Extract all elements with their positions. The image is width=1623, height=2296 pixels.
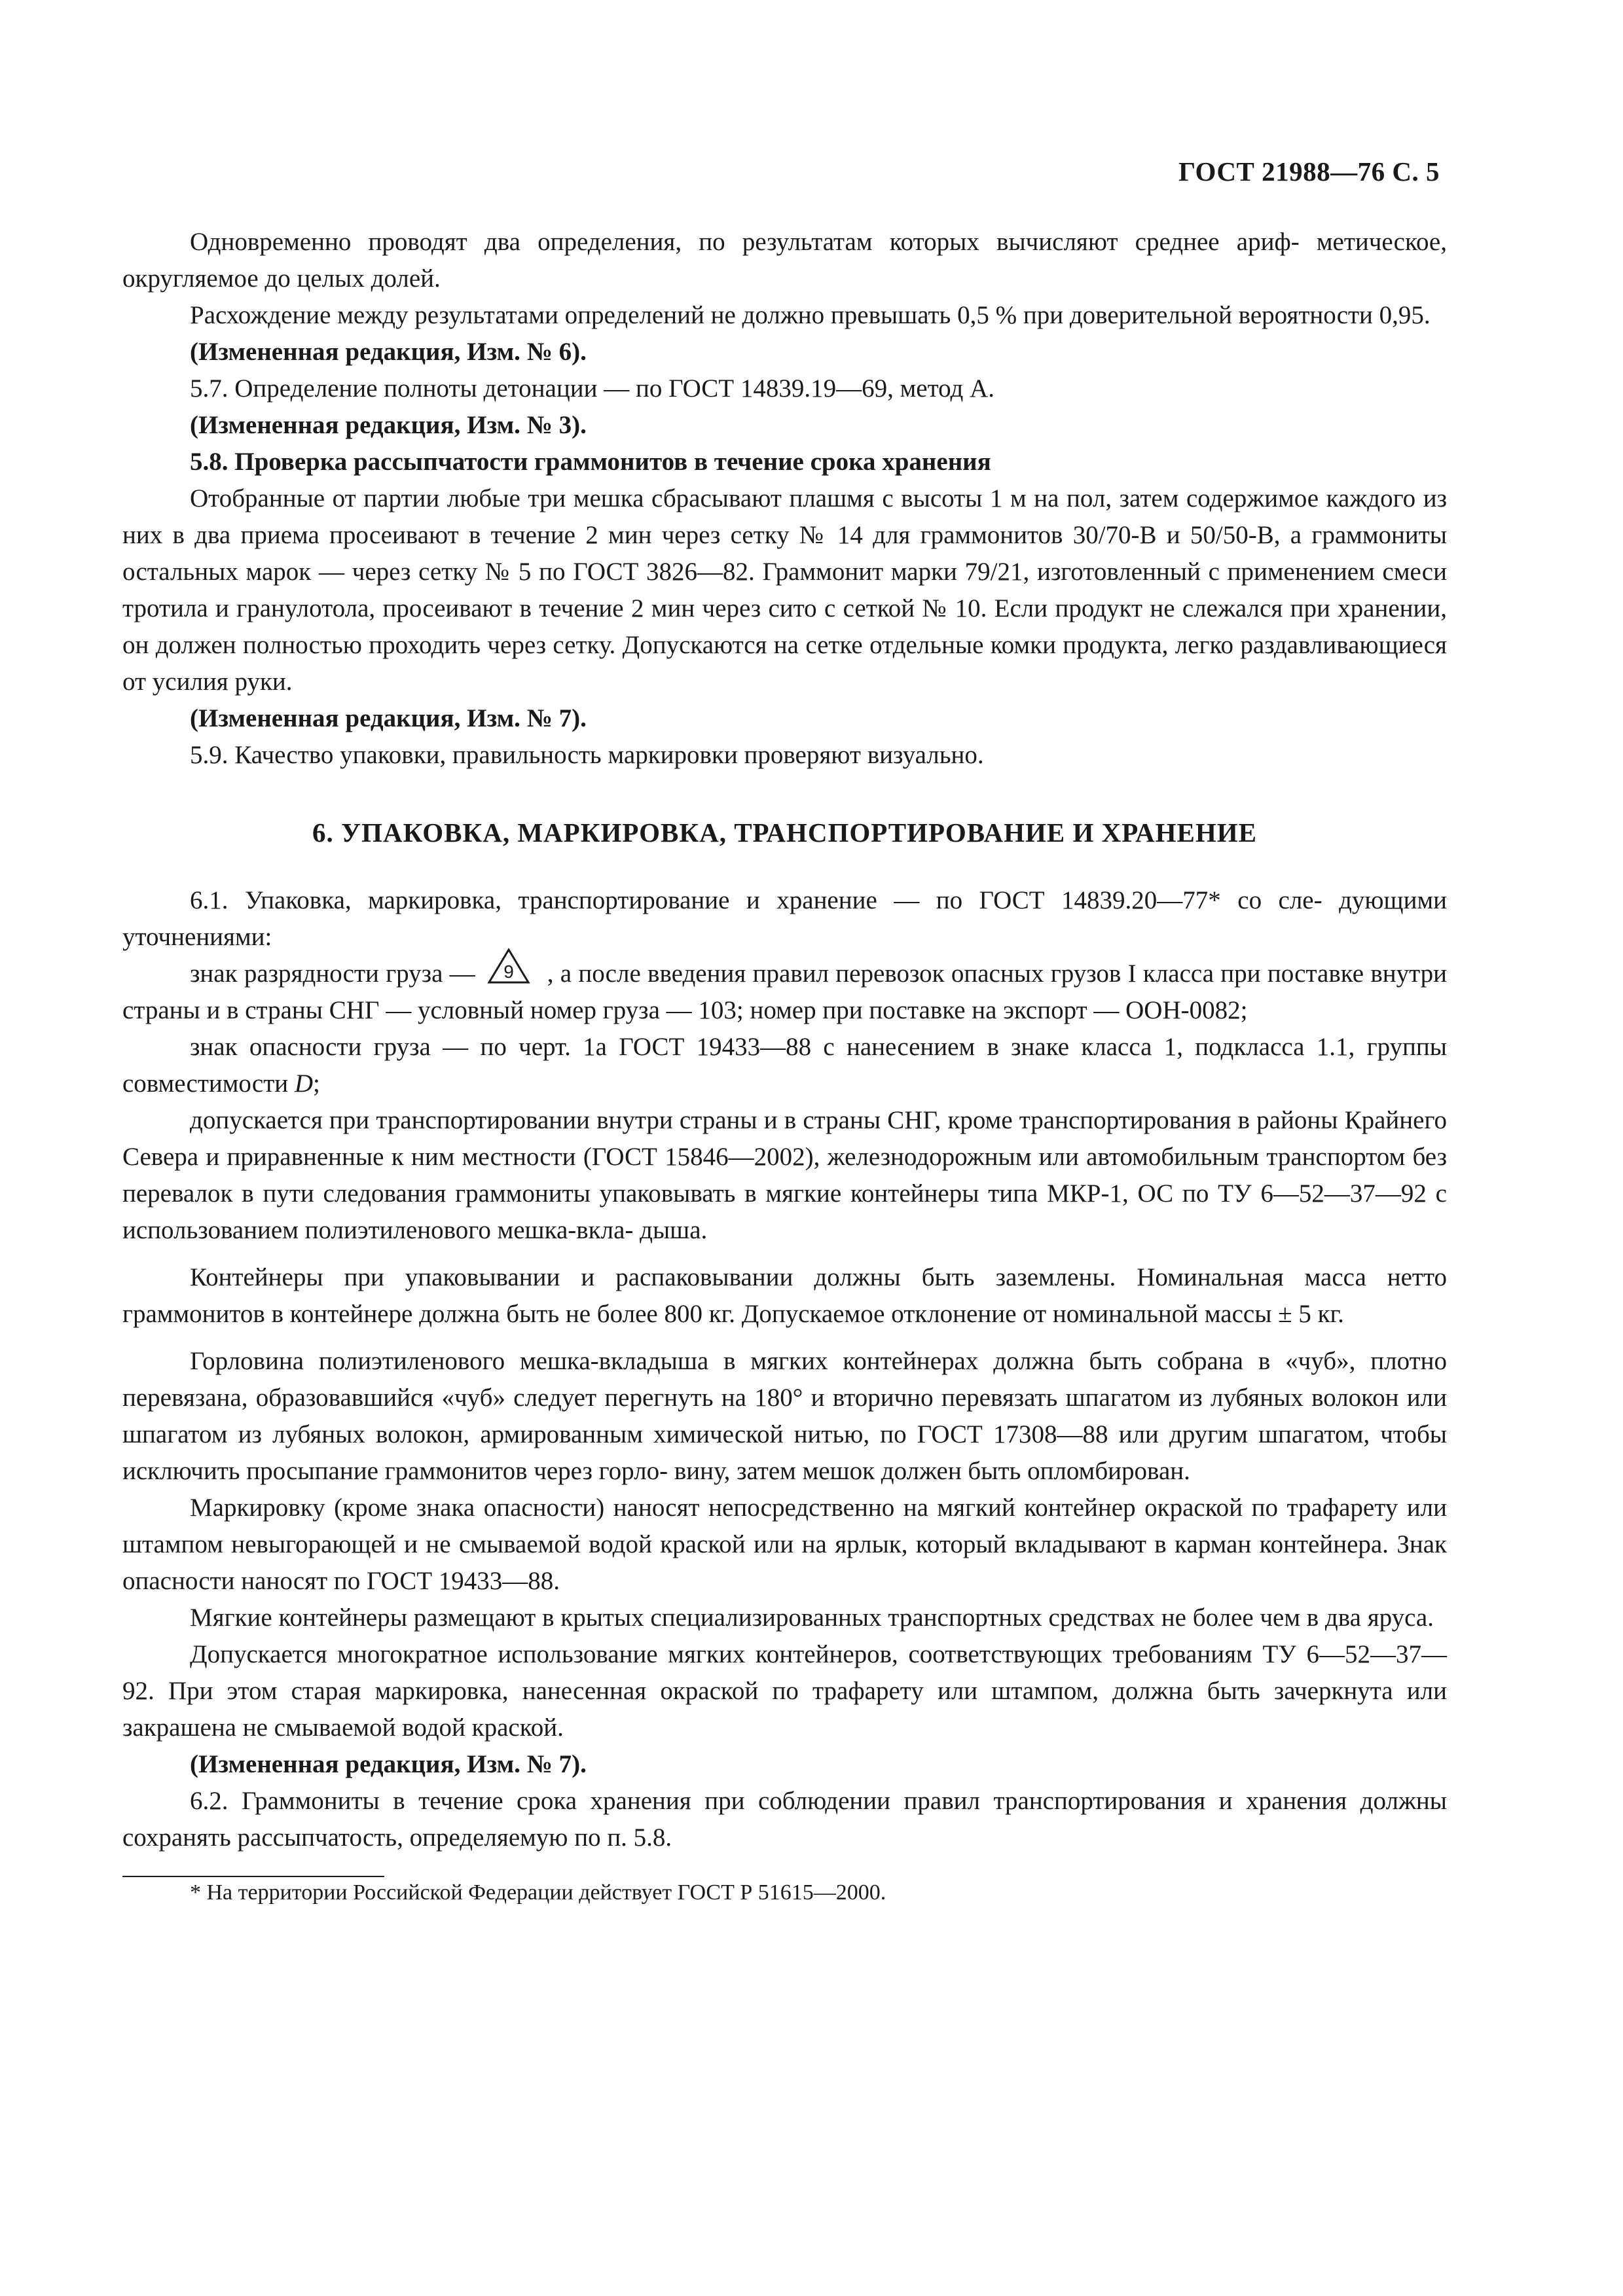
cargo-sign-text: , а после введения правил перевозок опасных грузов I класса при поставке внутри страны и в страны СНГ — условный номер груза — 103; номер при поставке на экспорт — ООН-0082; [122,960,1447,1024]
clause-6-2: 6.2. Граммониты в течение срока хранения при соблюдении правил транспортирования и хранения должны сохранять рассыпчатость, определяемую по п. 5.8. [122,1787,1447,1852]
hazard-class-triangle-icon [487,948,530,984]
amendment-note: (Измененная редакция, Изм. № 7). [190,1750,587,1778]
hazard-sign-text: знак опасности груза — по черт. 1а ГОСТ 19433—88 с нанесением в знаке класса 1, подкласса 1.1, группы совместимости [122,1033,1447,1098]
amendment-note: (Измененная редакция, Изм. № 6). [190,338,587,366]
clause-6-1: 6.1. Упаковка, маркировка, транспортирование и хранение — по ГОСТ 14839.20—77* со сле- дующими уточнениями: [122,886,1447,951]
page-header: ГОСТ 21988—76 С. 5 [1178,156,1440,187]
paragraph-reuse: Допускается многократное использование мягких контейнеров, соответствующих требованиям ТУ 6—52—37—92. При этом старая маркировка, нанесенная окраской по трафарету или штампом, должна быть зачеркнута или закрашена не смываемой водой краской. [122,1640,1447,1742]
footnote: * На территории Российской Федерации действует ГОСТ Р 51615—2000. [190,1880,886,1905]
clause-5-9: 5.9. Качество упаковки, правильность маркировки проверяют визуально. [190,741,984,769]
paragraph-marking: Маркировку (кроме знака опасности) наносят непосредственно на мягкий контейнер окраской по трафарету или штампом невыгорающей и не смываемой водой краской или на ярлык, который вкладывают в карман контейнера. Знак опасности наносят по ГОСТ 19433—88. [122,1494,1447,1595]
amendment-note: (Измененная редакция, Изм. № 3). [190,411,587,439]
hazard-sign-end: ; [313,1069,320,1098]
paragraph-soft-containers: допускается при транспортировании внутри страны и в страны СНГ, кроме транспортирования в районы Крайнего Севера и приравненные к ним местности (ГОСТ 15846—2002), железнодорожным или автомобильным транспортом без перевалок в пути следования граммониты упаковывать в мягкие контейнеры типа МКР-1, ОС по ТУ 6—52—37—92 с использованием полиэтиленового мешка-вкла- дыша. [122,1106,1447,1244]
paragraph-determinations: Одновременно проводят два определения, по результатам которых вычисляют среднее ариф- метическое, округляемое до целых долей. [122,228,1447,293]
paragraph-bag-neck: Горловина полиэтиленового мешка-вкладыша в мягких контейнерах должна быть собрана в «чуб», плотно перевязана, образовавшийся «чуб» следует перегнуть на 180° и вторично перевязать шпагатом из лубяных волокон или шпагатом из лубяных волокон, армированным химической нитью, по ГОСТ 17308—88 или другим шпагатом, чтобы исключить просыпание граммонитов через горло- вину, затем мешок должен быть опломбирован. [122,1347,1447,1485]
clause-5-8-heading: 5.8. Проверка рассыпчатости граммонитов в течение срока хранения [190,448,991,476]
paragraph-cargo-sign [122,956,1447,1029]
paragraph-hazard-sign [122,1029,1447,1102]
clause-5-7: 5.7. Определение полноты детонации — по ГОСТ 14839.19—69, метод А. [190,374,995,403]
compatibility-group: D [294,1069,314,1098]
clause-5-8-text: Отобранные от партии любые три мешка сбрасывают плашмя с высоты 1 м на пол, затем содержимое каждого из них в два приема просеивают в течение 2 мин через сетку № 14 для граммонитов 30/70-В и 50/50-В, а граммониты остальных марок — через сетку № 5 по ГОСТ 3826—82. Граммонит марки 79/21, изготовленный с применением смеси тротила и гранулотола, просеивают в течение 2 мин через сито с сеткой № 10. Если продукт не слежался при хранении, он должен полностью проходить через сетку. Допускаются на сетке отдельные комки продукта, легко раздавливающиеся от усилия руки. [122,484,1447,696]
hazard-class-number: 9 [503,961,514,982]
paragraph-discrepancy: Расхождение между результатами определений не должно превышать 0,5 % при доверительной вероятности 0,95. [190,301,1431,329]
cargo-sign-label: знак разрядности груза — [190,960,475,988]
document-body [122,224,1447,1909]
paragraph-placement: Мягкие контейнеры размещают в крытых специализированных транспортных средствах не более чем в два яруса. [190,1604,1434,1632]
section-6-heading: 6. УПАКОВКА, МАРКИРОВКА, ТРАНСПОРТИРОВАНИЕ И ХРАНЕНИЕ [312,817,1258,848]
amendment-note: (Измененная редакция, Изм. № 7). [190,704,587,732]
paragraph-grounding: Контейнеры при упаковывании и распаковывании должны быть заземлены. Номинальная масса нетто граммонитов в контейнере должна быть не более 800 кг. Допускаемое отклонение от номинальной массы ± 5 кг. [122,1263,1447,1328]
